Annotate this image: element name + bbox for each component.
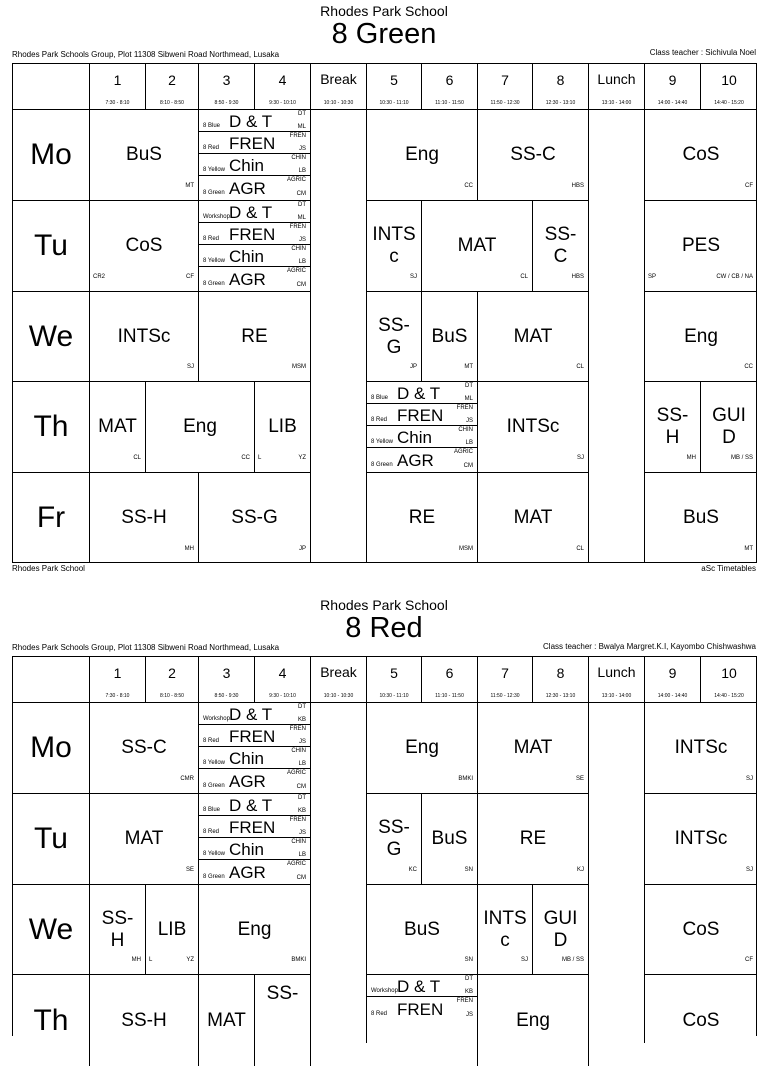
lesson-cell: SS- G JP <box>367 292 422 382</box>
day-label: We <box>13 885 90 975</box>
lesson-cell: INTSc SJ <box>90 292 199 382</box>
group-row: 8 Yellow Chin CHIN LB <box>199 747 310 769</box>
group-split-cell <box>199 110 311 201</box>
lesson-cell: BuS MT <box>683 507 753 552</box>
lesson-cell: CoS CF <box>645 110 757 201</box>
group-split-cell <box>199 794 311 885</box>
group-row: 8 Green AGR AGRIC CM <box>203 268 306 289</box>
group-row: 8 Yellow Chin CHIN LB <box>199 245 310 267</box>
period-header: 8 12:30 - 13:10 <box>533 657 589 703</box>
header-corner <box>13 657 90 703</box>
group-row: 8 Blue D & T DT KB <box>199 794 310 816</box>
group-row: 8 Red FREN FREN JS <box>371 998 473 1019</box>
lesson-cell: Eng BMKI <box>199 885 311 975</box>
group-row: 8 Red FREN FREN JS <box>199 725 310 747</box>
period-header: 3 8:50 - 9:30 <box>199 657 255 703</box>
header-corner <box>13 64 90 110</box>
period-header: 6 11:10 - 11:50 <box>422 657 478 703</box>
period-header: 1 7:30 - 8:10 <box>90 657 146 703</box>
group-row: 8 Green AGR AGRIC CM <box>371 449 473 470</box>
day-label: Tu <box>13 794 90 885</box>
lesson-cell: INTSc SJ <box>478 382 589 473</box>
lunch-column <box>589 110 645 563</box>
period-header: 2 8:10 - 8:50 <box>146 657 199 703</box>
lesson-cell: GUI D MB / SS <box>533 885 589 975</box>
day-label: Mo <box>13 110 90 201</box>
group-row: Workshop D & T DT ML <box>199 201 310 223</box>
period-header: 4 9:30 - 10:10 <box>255 657 311 703</box>
lesson-cell: Eng CC <box>146 382 255 473</box>
lesson-cell: LIB L YZ <box>255 382 311 473</box>
group-row: 8 Red FREN FREN JS <box>199 816 310 838</box>
break-column <box>311 703 367 1043</box>
period-header: 5 10:30 - 11:10 <box>367 64 422 110</box>
lesson-cell: SS- H MH <box>90 885 146 975</box>
lesson-cell: SS-G JP <box>199 473 311 563</box>
group-row: 8 Yellow Chin CHIN LB <box>199 838 310 860</box>
lesson-cell: BuS MT <box>422 292 478 382</box>
period-header: 10 14:40 - 15:20 <box>701 64 757 110</box>
group-row: Workshop D & T DT KB <box>199 703 310 725</box>
period-header: 6 11:10 - 11:50 <box>422 64 478 110</box>
footer-school: Rhodes Park School <box>12 564 85 573</box>
period-header: 1 7:30 - 8:10 <box>90 64 146 110</box>
group-row: Workshop D & T DT KB <box>367 975 477 997</box>
lesson-cell: INTSc SJ <box>645 794 757 885</box>
group-row: 8 Red FREN FREN JS <box>199 132 310 154</box>
day-label: Th <box>13 975 90 1066</box>
lunch-column <box>589 703 645 1043</box>
group-row: 8 Green AGR AGRIC CM <box>203 861 306 882</box>
lesson-cell: CoS <box>682 1009 720 1031</box>
lesson-cell: SS-H MH <box>90 473 199 563</box>
period-header: 7 11:50 - 12:30 <box>478 657 533 703</box>
lesson-cell: SS- G KC <box>367 794 422 885</box>
timetable-grid-8-red <box>12 656 757 1036</box>
lesson-cell: BuS SN <box>422 794 478 885</box>
group-row: 8 Green AGR AGRIC CM <box>203 770 306 791</box>
school-title: Rhodes Park School <box>320 597 448 613</box>
day-label: Th <box>13 382 90 473</box>
timetable-grid-8-green <box>12 63 757 563</box>
lesson-cell: LIB L YZ <box>146 885 199 975</box>
school-address: Rhodes Park Schools Group, Plot 11308 Sibweni Road Northmead, Lusaka <box>12 50 280 59</box>
lesson-cell: MAT CL <box>478 473 589 563</box>
lesson-cell: INTS c SJ <box>478 885 533 975</box>
school-address: Rhodes Park Schools Group, Plot 11308 Sibweni Road Northmead, Lusaka <box>12 643 280 652</box>
group-row: 8 Blue D & T DT ML <box>199 110 310 132</box>
day-label: Tu <box>13 201 90 292</box>
lesson-cell: RE KJ <box>478 794 589 885</box>
day-label: Mo <box>13 703 90 794</box>
class-teacher: Class teacher : Sichivula Noel <box>649 48 756 57</box>
lunch-header: Lunch 13:10 - 14:00 <box>589 657 645 703</box>
class-title: 8 Red <box>345 612 423 644</box>
group-split-cell <box>199 201 311 292</box>
lesson-cell: CoS CF <box>645 885 757 975</box>
lesson-cell: RE MSM <box>199 292 311 382</box>
lesson-cell: Eng CC <box>367 110 478 201</box>
group-row: 8 Blue D & T DT ML <box>367 382 477 404</box>
lesson-cell: MAT CL <box>422 201 533 292</box>
lesson-cell: Eng CC <box>645 292 757 382</box>
lesson-cell: BuS MT <box>90 110 199 201</box>
lesson-cell: SS-H <box>90 975 199 1066</box>
period-header: 9 14:00 - 14:40 <box>645 657 701 703</box>
period-header: 8 12:30 - 13:10 <box>533 64 589 110</box>
period-header: 3 8:50 - 9:30 <box>199 64 255 110</box>
group-row: 8 Green AGR AGRIC CM <box>203 177 306 198</box>
lesson-cell: BuS SN <box>367 885 478 975</box>
lesson-cell: SS- C HBS <box>533 201 589 292</box>
day-label: We <box>13 292 90 382</box>
break-column <box>311 110 367 563</box>
group-split-cell <box>367 975 478 1066</box>
lunch-header: Lunch 13:10 - 14:00 <box>589 64 645 110</box>
lesson-cell: MAT SE <box>90 794 199 885</box>
lesson-cell: SS-C HBS <box>478 110 589 201</box>
lesson-cell: MAT CL <box>90 382 146 473</box>
lesson-cell: SS- <box>255 975 311 1066</box>
group-row: 8 Red FREN FREN JS <box>367 404 477 426</box>
lesson-cell: PES SP CW / CB / NA <box>645 201 757 292</box>
period-header: 9 14:00 - 14:40 <box>645 64 701 110</box>
lesson-cell: GUI D MB / SS <box>701 382 757 473</box>
break-header: Break 10:10 - 10:30 <box>311 64 367 110</box>
class-title: 8 Green <box>331 18 437 50</box>
school-title: Rhodes Park School <box>320 3 448 19</box>
lesson-cell: Eng <box>478 975 589 1066</box>
lesson-cell: MAT <box>199 975 255 1066</box>
class-teacher: Class teacher : Bwalya Margret.K.I, Kayombo Chishwashwa <box>543 642 756 651</box>
lesson-cell: INTSc SJ <box>645 703 757 794</box>
lesson-cell: SS-C CMR <box>90 703 199 794</box>
lesson-cell: MAT CL <box>478 292 589 382</box>
group-split-cell <box>367 382 478 473</box>
lesson-cell: SS- H MH <box>645 382 701 473</box>
period-header: 10 14:40 - 15:20 <box>701 657 757 703</box>
period-header: 2 8:10 - 8:50 <box>146 64 199 110</box>
period-header: 5 10:30 - 11:10 <box>367 657 422 703</box>
group-row: 8 Yellow Chin CHIN LB <box>367 426 477 448</box>
break-header: Break 10:10 - 10:30 <box>311 657 367 703</box>
lesson-cell: INTS c SJ <box>367 201 422 292</box>
footer-generator: aSc Timetables <box>701 564 756 573</box>
lesson-cell: CoS CR2 CF <box>90 201 199 292</box>
period-header: 7 11:50 - 12:30 <box>478 64 533 110</box>
lesson-cell: RE MSM <box>367 473 478 563</box>
day-label: Fr <box>13 473 90 563</box>
period-header: 4 9:30 - 10:10 <box>255 64 311 110</box>
group-row: 8 Yellow Chin CHIN LB <box>199 154 310 176</box>
lesson-cell: MAT SE <box>478 703 589 794</box>
lesson-cell: Eng BMKI <box>367 703 478 794</box>
group-row: 8 Red FREN FREN JS <box>199 223 310 245</box>
group-split-cell <box>199 703 311 794</box>
